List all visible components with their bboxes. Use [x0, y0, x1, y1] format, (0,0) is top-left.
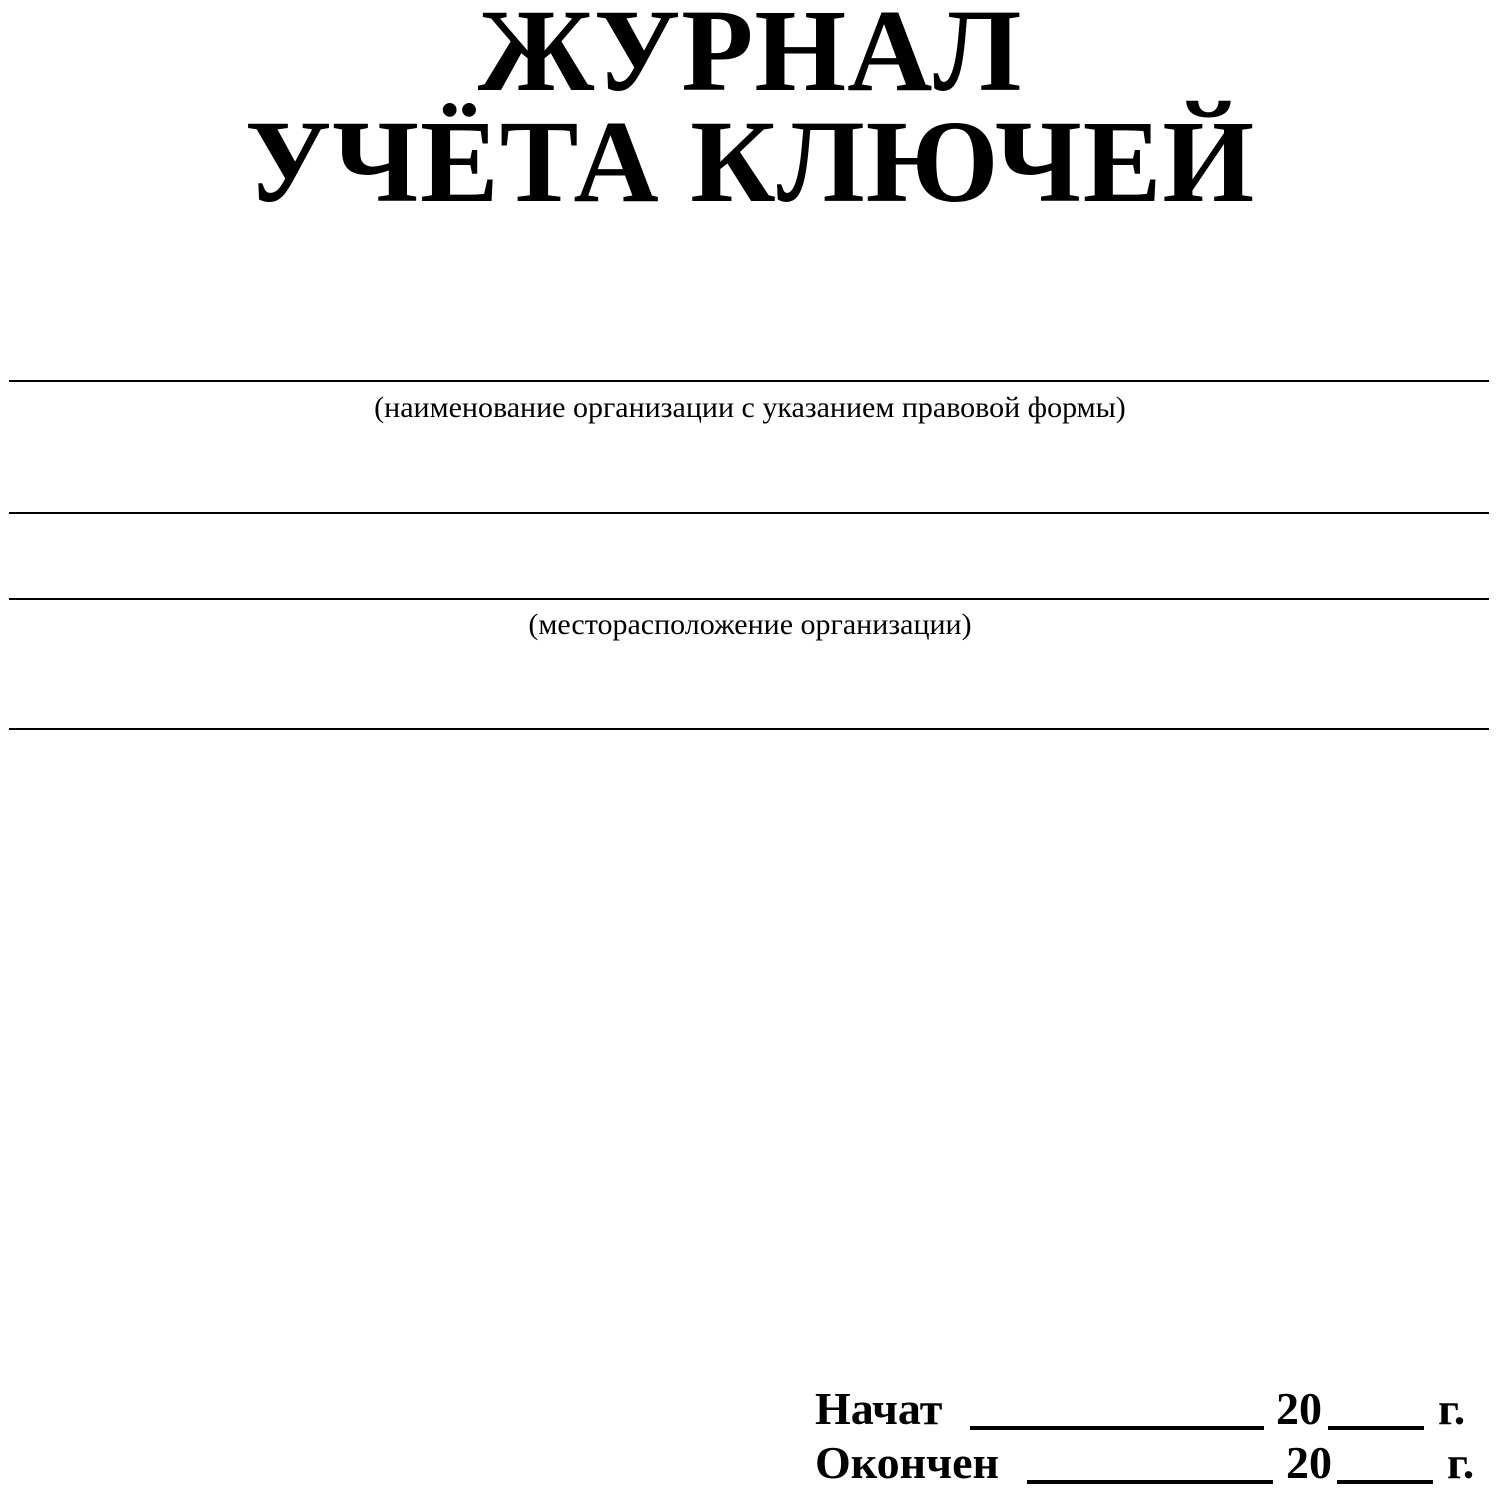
- date-started-label: Начат: [815, 1383, 943, 1434]
- date-ended-century: 20: [1286, 1437, 1332, 1488]
- organization-location-field-line[interactable]: [9, 598, 1489, 600]
- date-started-year-suffix: г.: [1438, 1383, 1466, 1434]
- date-started-century: 20: [1276, 1383, 1322, 1434]
- organization-location-extra-line[interactable]: [9, 728, 1489, 730]
- date-ended-day-month-blank[interactable]: [1027, 1480, 1273, 1484]
- date-started-day-month-blank[interactable]: [970, 1426, 1264, 1430]
- organization-name-caption: (наименование организации с указанием правовой формы): [374, 391, 1126, 424]
- date-ended-year-suffix: г.: [1447, 1437, 1475, 1488]
- title-line-1: ЖУРНАЛ: [477, 0, 1023, 116]
- date-ended-year-blank[interactable]: [1337, 1480, 1433, 1484]
- organization-location-caption: (месторасположение организации): [528, 608, 972, 641]
- organization-name-field-line[interactable]: [9, 380, 1489, 382]
- date-ended-label: Окончен: [815, 1437, 1000, 1488]
- date-started-year-blank[interactable]: [1328, 1426, 1424, 1430]
- organization-name-extra-line[interactable]: [9, 512, 1489, 514]
- title-line-2: УЧЁТА КЛЮЧЕЙ: [244, 96, 1256, 227]
